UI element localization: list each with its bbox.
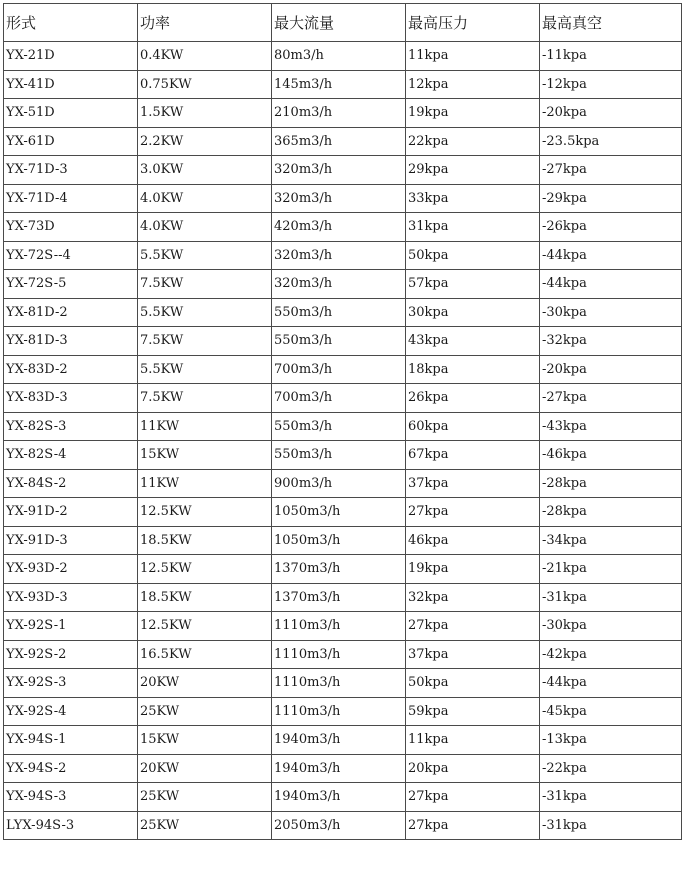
cell-max-vacuum: -30kpa bbox=[540, 612, 682, 641]
cell-max-pressure: 59kpa bbox=[406, 697, 540, 726]
cell-max-vacuum: -45kpa bbox=[540, 697, 682, 726]
cell-power: 0.4KW bbox=[138, 42, 272, 71]
cell-max-flow: 80m3/h bbox=[272, 42, 406, 71]
cell-model: YX-41D bbox=[4, 70, 138, 99]
cell-max-vacuum: -31kpa bbox=[540, 811, 682, 840]
cell-model: YX-92S-3 bbox=[4, 669, 138, 698]
cell-max-vacuum: -27kpa bbox=[540, 384, 682, 413]
cell-model: YX-94S-3 bbox=[4, 783, 138, 812]
cell-max-pressure: 11kpa bbox=[406, 726, 540, 755]
cell-max-flow: 210m3/h bbox=[272, 99, 406, 128]
cell-max-vacuum: -11kpa bbox=[540, 42, 682, 71]
table-row bbox=[4, 526, 682, 555]
cell-max-flow: 320m3/h bbox=[272, 270, 406, 299]
table-row bbox=[4, 184, 682, 213]
cell-max-pressure: 67kpa bbox=[406, 441, 540, 470]
table-row bbox=[4, 298, 682, 327]
cell-max-flow: 700m3/h bbox=[272, 384, 406, 413]
cell-max-vacuum: -20kpa bbox=[540, 355, 682, 384]
cell-power: 11KW bbox=[138, 469, 272, 498]
cell-max-pressure: 27kpa bbox=[406, 783, 540, 812]
cell-power: 18.5KW bbox=[138, 583, 272, 612]
cell-max-vacuum: -23.5kpa bbox=[540, 127, 682, 156]
cell-max-flow: 1370m3/h bbox=[272, 583, 406, 612]
cell-max-pressure: 12kpa bbox=[406, 70, 540, 99]
cell-power: 25KW bbox=[138, 783, 272, 812]
cell-max-vacuum: -22kpa bbox=[540, 754, 682, 783]
cell-max-pressure: 50kpa bbox=[406, 669, 540, 698]
cell-max-pressure: 46kpa bbox=[406, 526, 540, 555]
table-row bbox=[4, 70, 682, 99]
cell-model: YX-84S-2 bbox=[4, 469, 138, 498]
cell-max-flow: 320m3/h bbox=[272, 184, 406, 213]
table-header bbox=[4, 4, 682, 42]
cell-max-pressure: 27kpa bbox=[406, 612, 540, 641]
table-row bbox=[4, 669, 682, 698]
cell-max-flow: 900m3/h bbox=[272, 469, 406, 498]
cell-max-flow: 145m3/h bbox=[272, 70, 406, 99]
cell-max-flow: 550m3/h bbox=[272, 412, 406, 441]
table-row bbox=[4, 498, 682, 527]
table-row bbox=[4, 783, 682, 812]
cell-max-pressure: 18kpa bbox=[406, 355, 540, 384]
header-power: 功率 bbox=[138, 4, 272, 42]
cell-power: 25KW bbox=[138, 811, 272, 840]
header-max-vacuum: 最高真空 bbox=[540, 4, 682, 42]
table-row bbox=[4, 384, 682, 413]
cell-max-vacuum: -27kpa bbox=[540, 156, 682, 185]
cell-max-vacuum: -46kpa bbox=[540, 441, 682, 470]
cell-max-vacuum: -30kpa bbox=[540, 298, 682, 327]
cell-max-vacuum: -43kpa bbox=[540, 412, 682, 441]
cell-max-pressure: 37kpa bbox=[406, 469, 540, 498]
cell-model: YX-73D bbox=[4, 213, 138, 242]
table-body bbox=[4, 42, 682, 840]
cell-power: 7.5KW bbox=[138, 270, 272, 299]
cell-model: YX-72S--4 bbox=[4, 241, 138, 270]
cell-max-flow: 2050m3/h bbox=[272, 811, 406, 840]
cell-max-flow: 1050m3/h bbox=[272, 498, 406, 527]
spec-table bbox=[3, 3, 682, 840]
cell-model: YX-72S-5 bbox=[4, 270, 138, 299]
table-row bbox=[4, 241, 682, 270]
cell-model: YX-83D-2 bbox=[4, 355, 138, 384]
table-row bbox=[4, 355, 682, 384]
cell-model: LYX-94S-3 bbox=[4, 811, 138, 840]
cell-max-flow: 1940m3/h bbox=[272, 754, 406, 783]
cell-max-flow: 550m3/h bbox=[272, 441, 406, 470]
cell-max-vacuum: -21kpa bbox=[540, 555, 682, 584]
cell-model: YX-82S-4 bbox=[4, 441, 138, 470]
cell-max-pressure: 50kpa bbox=[406, 241, 540, 270]
header-max-flow: 最大流量 bbox=[272, 4, 406, 42]
cell-model: YX-92S-4 bbox=[4, 697, 138, 726]
cell-max-pressure: 30kpa bbox=[406, 298, 540, 327]
cell-power: 0.75KW bbox=[138, 70, 272, 99]
table-row bbox=[4, 327, 682, 356]
cell-power: 4.0KW bbox=[138, 184, 272, 213]
table-row bbox=[4, 640, 682, 669]
table-row bbox=[4, 811, 682, 840]
cell-max-pressure: 27kpa bbox=[406, 498, 540, 527]
cell-power: 4.0KW bbox=[138, 213, 272, 242]
cell-max-pressure: 31kpa bbox=[406, 213, 540, 242]
cell-max-flow: 1110m3/h bbox=[272, 669, 406, 698]
table-row bbox=[4, 99, 682, 128]
cell-power: 1.5KW bbox=[138, 99, 272, 128]
cell-max-flow: 320m3/h bbox=[272, 241, 406, 270]
cell-max-pressure: 43kpa bbox=[406, 327, 540, 356]
cell-max-pressure: 27kpa bbox=[406, 811, 540, 840]
cell-power: 2.2KW bbox=[138, 127, 272, 156]
cell-max-flow: 550m3/h bbox=[272, 298, 406, 327]
cell-max-vacuum: -32kpa bbox=[540, 327, 682, 356]
table-row bbox=[4, 270, 682, 299]
table-row bbox=[4, 469, 682, 498]
cell-model: YX-81D-2 bbox=[4, 298, 138, 327]
cell-max-vacuum: -29kpa bbox=[540, 184, 682, 213]
cell-max-pressure: 20kpa bbox=[406, 754, 540, 783]
cell-power: 20KW bbox=[138, 754, 272, 783]
cell-model: YX-81D-3 bbox=[4, 327, 138, 356]
cell-power: 15KW bbox=[138, 441, 272, 470]
cell-max-pressure: 22kpa bbox=[406, 127, 540, 156]
table-row bbox=[4, 583, 682, 612]
cell-power: 11KW bbox=[138, 412, 272, 441]
table-row bbox=[4, 412, 682, 441]
cell-max-vacuum: -12kpa bbox=[540, 70, 682, 99]
cell-power: 15KW bbox=[138, 726, 272, 755]
cell-power: 5.5KW bbox=[138, 241, 272, 270]
table-row bbox=[4, 213, 682, 242]
cell-model: YX-71D-4 bbox=[4, 184, 138, 213]
cell-max-vacuum: -44kpa bbox=[540, 241, 682, 270]
cell-max-vacuum: -31kpa bbox=[540, 583, 682, 612]
table-row bbox=[4, 156, 682, 185]
cell-power: 7.5KW bbox=[138, 327, 272, 356]
cell-max-flow: 1110m3/h bbox=[272, 640, 406, 669]
cell-max-vacuum: -42kpa bbox=[540, 640, 682, 669]
cell-max-vacuum: -44kpa bbox=[540, 270, 682, 299]
cell-max-flow: 1940m3/h bbox=[272, 783, 406, 812]
cell-max-flow: 365m3/h bbox=[272, 127, 406, 156]
cell-max-vacuum: -13kpa bbox=[540, 726, 682, 755]
cell-model: YX-92S-2 bbox=[4, 640, 138, 669]
cell-max-flow: 700m3/h bbox=[272, 355, 406, 384]
cell-model: YX-21D bbox=[4, 42, 138, 71]
cell-max-flow: 550m3/h bbox=[272, 327, 406, 356]
cell-max-flow: 1110m3/h bbox=[272, 697, 406, 726]
cell-model: YX-92S-1 bbox=[4, 612, 138, 641]
cell-model: YX-94S-1 bbox=[4, 726, 138, 755]
cell-max-pressure: 19kpa bbox=[406, 555, 540, 584]
cell-max-pressure: 19kpa bbox=[406, 99, 540, 128]
cell-model: YX-71D-3 bbox=[4, 156, 138, 185]
cell-model: YX-83D-3 bbox=[4, 384, 138, 413]
cell-model: YX-94S-2 bbox=[4, 754, 138, 783]
cell-model: YX-93D-2 bbox=[4, 555, 138, 584]
cell-max-pressure: 33kpa bbox=[406, 184, 540, 213]
cell-max-flow: 420m3/h bbox=[272, 213, 406, 242]
cell-max-flow: 1940m3/h bbox=[272, 726, 406, 755]
cell-power: 12.5KW bbox=[138, 612, 272, 641]
cell-model: YX-91D-2 bbox=[4, 498, 138, 527]
cell-model: YX-51D bbox=[4, 99, 138, 128]
cell-model: YX-61D bbox=[4, 127, 138, 156]
table-row bbox=[4, 127, 682, 156]
cell-power: 12.5KW bbox=[138, 498, 272, 527]
table-row bbox=[4, 612, 682, 641]
header-row bbox=[4, 4, 682, 42]
cell-power: 3.0KW bbox=[138, 156, 272, 185]
cell-max-vacuum: -26kpa bbox=[540, 213, 682, 242]
cell-max-pressure: 11kpa bbox=[406, 42, 540, 71]
cell-max-vacuum: -44kpa bbox=[540, 669, 682, 698]
cell-max-vacuum: -31kpa bbox=[540, 783, 682, 812]
cell-power: 25KW bbox=[138, 697, 272, 726]
cell-max-flow: 320m3/h bbox=[272, 156, 406, 185]
cell-max-pressure: 37kpa bbox=[406, 640, 540, 669]
table-row bbox=[4, 726, 682, 755]
cell-power: 5.5KW bbox=[138, 298, 272, 327]
cell-max-pressure: 60kpa bbox=[406, 412, 540, 441]
cell-max-pressure: 29kpa bbox=[406, 156, 540, 185]
table-row bbox=[4, 441, 682, 470]
cell-power: 20KW bbox=[138, 669, 272, 698]
cell-max-vacuum: -34kpa bbox=[540, 526, 682, 555]
table-row bbox=[4, 754, 682, 783]
cell-max-pressure: 32kpa bbox=[406, 583, 540, 612]
cell-max-vacuum: -28kpa bbox=[540, 469, 682, 498]
header-max-pressure: 最高压力 bbox=[406, 4, 540, 42]
cell-max-flow: 1110m3/h bbox=[272, 612, 406, 641]
cell-max-flow: 1370m3/h bbox=[272, 555, 406, 584]
cell-power: 18.5KW bbox=[138, 526, 272, 555]
cell-model: YX-82S-3 bbox=[4, 412, 138, 441]
table-row bbox=[4, 42, 682, 71]
cell-max-vacuum: -28kpa bbox=[540, 498, 682, 527]
table-row bbox=[4, 697, 682, 726]
cell-model: YX-91D-3 bbox=[4, 526, 138, 555]
table-row bbox=[4, 555, 682, 584]
cell-max-pressure: 26kpa bbox=[406, 384, 540, 413]
cell-max-flow: 1050m3/h bbox=[272, 526, 406, 555]
cell-model: YX-93D-3 bbox=[4, 583, 138, 612]
cell-power: 16.5KW bbox=[138, 640, 272, 669]
header-model: 形式 bbox=[4, 4, 138, 42]
cell-power: 7.5KW bbox=[138, 384, 272, 413]
cell-power: 12.5KW bbox=[138, 555, 272, 584]
cell-max-pressure: 57kpa bbox=[406, 270, 540, 299]
cell-power: 5.5KW bbox=[138, 355, 272, 384]
cell-max-vacuum: -20kpa bbox=[540, 99, 682, 128]
